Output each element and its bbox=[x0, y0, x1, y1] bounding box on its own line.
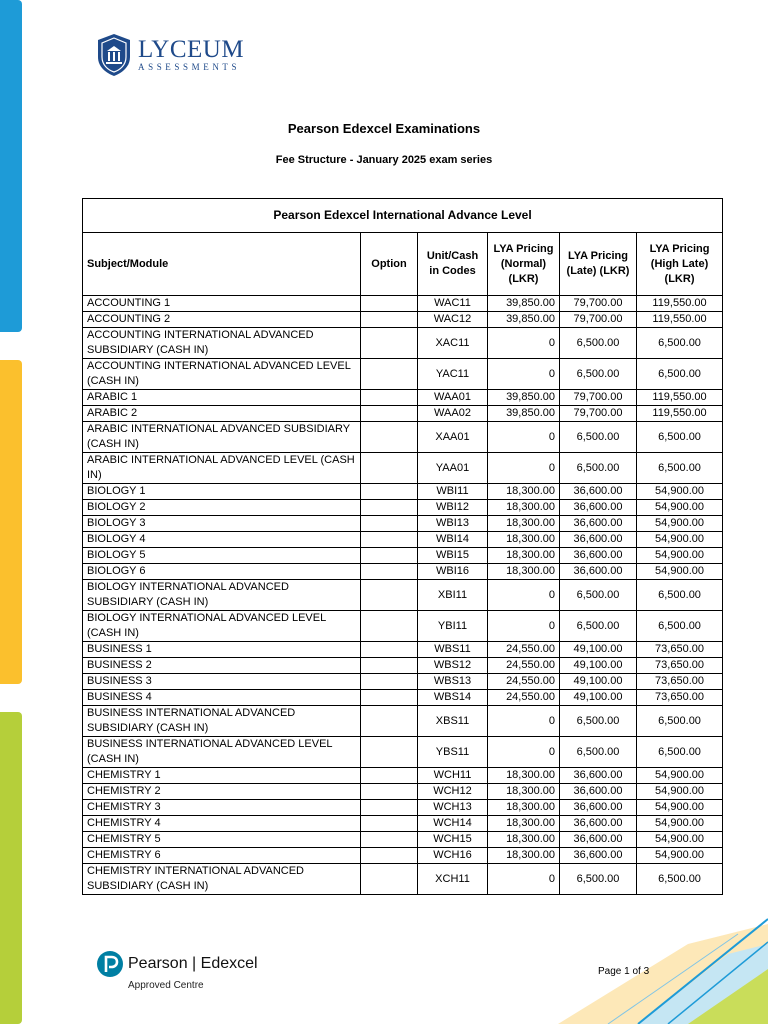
cell-high-late: 54,900.00 bbox=[637, 564, 723, 580]
cell-late: 49,100.00 bbox=[560, 690, 637, 706]
cell-option bbox=[361, 564, 418, 580]
cell-high-late: 6,500.00 bbox=[637, 453, 723, 484]
cell-code: WBS12 bbox=[418, 658, 488, 674]
cell-option bbox=[361, 390, 418, 406]
cell-option bbox=[361, 328, 418, 359]
table-row bbox=[83, 359, 723, 390]
table-row bbox=[83, 737, 723, 768]
cell-subject: CHEMISTRY 5 bbox=[83, 832, 361, 848]
cell-code: WAA01 bbox=[418, 390, 488, 406]
table-row bbox=[83, 642, 723, 658]
side-bar-green bbox=[0, 712, 22, 1024]
cell-subject: BIOLOGY 4 bbox=[83, 532, 361, 548]
cell-code: YBS11 bbox=[418, 737, 488, 768]
cell-subject: CHEMISTRY 3 bbox=[83, 800, 361, 816]
cell-late: 6,500.00 bbox=[560, 864, 637, 895]
cell-subject: BIOLOGY INTERNATIONAL ADVANCED SUBSIDIARY (CASH IN) bbox=[83, 580, 361, 611]
table-row bbox=[83, 312, 723, 328]
table-row bbox=[83, 674, 723, 690]
cell-late: 6,500.00 bbox=[560, 359, 637, 390]
table-row bbox=[83, 500, 723, 516]
cell-option bbox=[361, 359, 418, 390]
cell-late: 36,600.00 bbox=[560, 784, 637, 800]
logo-name: LYCEUM bbox=[138, 36, 245, 63]
cell-code: YBI11 bbox=[418, 611, 488, 642]
cell-normal: 18,300.00 bbox=[488, 500, 560, 516]
header-normal: LYA Pricing (Normal) (LKR) bbox=[488, 233, 560, 296]
cell-late: 6,500.00 bbox=[560, 580, 637, 611]
cell-option bbox=[361, 784, 418, 800]
cell-normal: 18,300.00 bbox=[488, 848, 560, 864]
cell-subject: ACCOUNTING INTERNATIONAL ADVANCED LEVEL (CASH IN) bbox=[83, 359, 361, 390]
header-late: LYA Pricing (Late) (LKR) bbox=[560, 233, 637, 296]
cell-code: WBI16 bbox=[418, 564, 488, 580]
cell-late: 49,100.00 bbox=[560, 658, 637, 674]
cell-late: 79,700.00 bbox=[560, 312, 637, 328]
header-code: Unit/Cash in Codes bbox=[418, 233, 488, 296]
cell-normal: 39,850.00 bbox=[488, 390, 560, 406]
cell-subject: BUSINESS 4 bbox=[83, 690, 361, 706]
cell-normal: 18,300.00 bbox=[488, 800, 560, 816]
cell-subject: BUSINESS 2 bbox=[83, 658, 361, 674]
cell-code: XBI11 bbox=[418, 580, 488, 611]
cell-late: 36,600.00 bbox=[560, 516, 637, 532]
cell-option bbox=[361, 296, 418, 312]
cell-code: WBI15 bbox=[418, 548, 488, 564]
cell-code: WBI14 bbox=[418, 532, 488, 548]
pearson-icon bbox=[97, 951, 123, 977]
cell-late: 36,600.00 bbox=[560, 484, 637, 500]
cell-late: 6,500.00 bbox=[560, 453, 637, 484]
cell-option bbox=[361, 674, 418, 690]
cell-subject: CHEMISTRY 2 bbox=[83, 784, 361, 800]
shield-icon bbox=[96, 33, 132, 77]
cell-late: 79,700.00 bbox=[560, 406, 637, 422]
cell-normal: 18,300.00 bbox=[488, 532, 560, 548]
cell-option bbox=[361, 422, 418, 453]
cell-high-late: 73,650.00 bbox=[637, 674, 723, 690]
table-row bbox=[83, 516, 723, 532]
document-subtitle: Fee Structure - January 2025 exam series bbox=[275, 154, 493, 166]
cell-subject: ARABIC 1 bbox=[83, 390, 361, 406]
cell-high-late: 6,500.00 bbox=[637, 864, 723, 895]
logo-tagline: ASSESSMENTS bbox=[138, 62, 241, 72]
table-row bbox=[83, 832, 723, 848]
cell-normal: 0 bbox=[488, 706, 560, 737]
cell-high-late: 54,900.00 bbox=[637, 848, 723, 864]
cell-subject: ACCOUNTING 1 bbox=[83, 296, 361, 312]
cell-normal: 24,550.00 bbox=[488, 674, 560, 690]
cell-high-late: 54,900.00 bbox=[637, 516, 723, 532]
cell-option bbox=[361, 737, 418, 768]
cell-option bbox=[361, 768, 418, 784]
cell-high-late: 54,900.00 bbox=[637, 832, 723, 848]
pearson-logo bbox=[97, 951, 258, 977]
cell-option bbox=[361, 864, 418, 895]
side-bar-blue bbox=[0, 0, 22, 332]
cell-normal: 18,300.00 bbox=[488, 484, 560, 500]
cell-normal: 0 bbox=[488, 422, 560, 453]
fee-rows bbox=[83, 296, 723, 895]
cell-late: 36,600.00 bbox=[560, 548, 637, 564]
table-row bbox=[83, 768, 723, 784]
cell-option bbox=[361, 580, 418, 611]
cell-code: WAA02 bbox=[418, 406, 488, 422]
cell-subject: CHEMISTRY 6 bbox=[83, 848, 361, 864]
cell-late: 36,600.00 bbox=[560, 800, 637, 816]
cell-subject: BUSINESS 1 bbox=[83, 642, 361, 658]
cell-subject: CHEMISTRY 1 bbox=[83, 768, 361, 784]
table-row bbox=[83, 800, 723, 816]
cell-normal: 18,300.00 bbox=[488, 564, 560, 580]
cell-subject: BIOLOGY 2 bbox=[83, 500, 361, 516]
cell-high-late: 54,900.00 bbox=[637, 500, 723, 516]
cell-subject: BUSINESS INTERNATIONAL ADVANCED SUBSIDIARY (CASH IN) bbox=[83, 706, 361, 737]
cell-late: 79,700.00 bbox=[560, 296, 637, 312]
cell-high-late: 54,900.00 bbox=[637, 548, 723, 564]
cell-high-late: 54,900.00 bbox=[637, 768, 723, 784]
cell-high-late: 119,550.00 bbox=[637, 296, 723, 312]
cell-late: 36,600.00 bbox=[560, 832, 637, 848]
cell-normal: 18,300.00 bbox=[488, 816, 560, 832]
cell-normal: 0 bbox=[488, 359, 560, 390]
header-subject: Subject/Module bbox=[83, 233, 361, 296]
cell-code: WBS14 bbox=[418, 690, 488, 706]
table-row bbox=[83, 422, 723, 453]
cell-code: WCH13 bbox=[418, 800, 488, 816]
cell-option bbox=[361, 516, 418, 532]
cell-late: 36,600.00 bbox=[560, 768, 637, 784]
cell-late: 36,600.00 bbox=[560, 564, 637, 580]
table-row bbox=[83, 864, 723, 895]
cell-high-late: 73,650.00 bbox=[637, 642, 723, 658]
table-row bbox=[83, 848, 723, 864]
cell-subject: BIOLOGY 1 bbox=[83, 484, 361, 500]
cell-high-late: 6,500.00 bbox=[637, 422, 723, 453]
cell-late: 6,500.00 bbox=[560, 328, 637, 359]
cell-subject: ARABIC INTERNATIONAL ADVANCED LEVEL (CASH IN) bbox=[83, 453, 361, 484]
cell-high-late: 54,900.00 bbox=[637, 816, 723, 832]
cell-subject: BUSINESS INTERNATIONAL ADVANCED LEVEL (CASH IN) bbox=[83, 737, 361, 768]
cell-subject: CHEMISTRY INTERNATIONAL ADVANCED SUBSIDIARY (CASH IN) bbox=[83, 864, 361, 895]
cell-normal: 39,850.00 bbox=[488, 406, 560, 422]
cell-subject: ARABIC 2 bbox=[83, 406, 361, 422]
lyceum-logo bbox=[96, 33, 244, 77]
table-row bbox=[83, 816, 723, 832]
cell-code: XAC11 bbox=[418, 328, 488, 359]
cell-high-late: 54,900.00 bbox=[637, 800, 723, 816]
cell-subject: BIOLOGY 6 bbox=[83, 564, 361, 580]
cell-normal: 0 bbox=[488, 611, 560, 642]
cell-late: 6,500.00 bbox=[560, 422, 637, 453]
cell-normal: 18,300.00 bbox=[488, 516, 560, 532]
cell-normal: 24,550.00 bbox=[488, 690, 560, 706]
cell-late: 36,600.00 bbox=[560, 532, 637, 548]
cell-late: 36,600.00 bbox=[560, 500, 637, 516]
cell-subject: ACCOUNTING INTERNATIONAL ADVANCED SUBSIDIARY (CASH IN) bbox=[83, 328, 361, 359]
header-high-late: LYA Pricing (High Late) (LKR) bbox=[637, 233, 723, 296]
cell-late: 49,100.00 bbox=[560, 642, 637, 658]
cell-normal: 0 bbox=[488, 328, 560, 359]
cell-subject: BUSINESS 3 bbox=[83, 674, 361, 690]
table-row bbox=[83, 784, 723, 800]
cell-code: WBI13 bbox=[418, 516, 488, 532]
cell-code: WCH16 bbox=[418, 848, 488, 864]
cell-high-late: 119,550.00 bbox=[637, 312, 723, 328]
cell-option bbox=[361, 484, 418, 500]
cell-high-late: 119,550.00 bbox=[637, 406, 723, 422]
cell-option bbox=[361, 406, 418, 422]
cell-subject: BIOLOGY 5 bbox=[83, 548, 361, 564]
cell-code: WCH11 bbox=[418, 768, 488, 784]
cell-late: 6,500.00 bbox=[560, 737, 637, 768]
table-row bbox=[83, 564, 723, 580]
cell-option bbox=[361, 706, 418, 737]
cell-high-late: 6,500.00 bbox=[637, 328, 723, 359]
cell-late: 36,600.00 bbox=[560, 848, 637, 864]
cell-option bbox=[361, 611, 418, 642]
cell-code: WCH12 bbox=[418, 784, 488, 800]
approved-centre: Approved Centre bbox=[128, 980, 204, 991]
cell-high-late: 6,500.00 bbox=[637, 580, 723, 611]
cell-option bbox=[361, 312, 418, 328]
cell-code: WBS11 bbox=[418, 642, 488, 658]
cell-normal: 39,850.00 bbox=[488, 296, 560, 312]
cell-late: 49,100.00 bbox=[560, 674, 637, 690]
cell-normal: 39,850.00 bbox=[488, 312, 560, 328]
cell-normal: 0 bbox=[488, 864, 560, 895]
table-row bbox=[83, 406, 723, 422]
table-row bbox=[83, 611, 723, 642]
cell-code: XAA01 bbox=[418, 422, 488, 453]
cell-normal: 18,300.00 bbox=[488, 548, 560, 564]
cell-subject: ACCOUNTING 2 bbox=[83, 312, 361, 328]
cell-code: WAC12 bbox=[418, 312, 488, 328]
cell-option bbox=[361, 532, 418, 548]
cell-high-late: 54,900.00 bbox=[637, 532, 723, 548]
cell-code: WBS13 bbox=[418, 674, 488, 690]
table-row bbox=[83, 690, 723, 706]
fee-table bbox=[82, 198, 723, 895]
cell-late: 6,500.00 bbox=[560, 611, 637, 642]
cell-normal: 0 bbox=[488, 737, 560, 768]
cell-late: 36,600.00 bbox=[560, 816, 637, 832]
cell-normal: 18,300.00 bbox=[488, 768, 560, 784]
cell-option bbox=[361, 658, 418, 674]
cell-high-late: 54,900.00 bbox=[637, 484, 723, 500]
cell-option bbox=[361, 816, 418, 832]
cell-late: 79,700.00 bbox=[560, 390, 637, 406]
cell-subject: CHEMISTRY 4 bbox=[83, 816, 361, 832]
cell-normal: 24,550.00 bbox=[488, 642, 560, 658]
cell-high-late: 73,650.00 bbox=[637, 658, 723, 674]
cell-high-late: 6,500.00 bbox=[637, 359, 723, 390]
cell-high-late: 6,500.00 bbox=[637, 706, 723, 737]
table-row bbox=[83, 484, 723, 500]
cell-subject: ARABIC INTERNATIONAL ADVANCED SUBSIDIARY (CASH IN) bbox=[83, 422, 361, 453]
cell-option bbox=[361, 848, 418, 864]
cell-high-late: 73,650.00 bbox=[637, 690, 723, 706]
cell-code: WAC11 bbox=[418, 296, 488, 312]
cell-high-late: 119,550.00 bbox=[637, 390, 723, 406]
cell-late: 6,500.00 bbox=[560, 706, 637, 737]
cell-option bbox=[361, 548, 418, 564]
table-caption: Pearson Edexcel International Advance Level bbox=[83, 199, 723, 233]
header-option: Option bbox=[361, 233, 418, 296]
table-row bbox=[83, 453, 723, 484]
cell-high-late: 6,500.00 bbox=[637, 611, 723, 642]
cell-subject: BIOLOGY 3 bbox=[83, 516, 361, 532]
header-row bbox=[83, 233, 723, 296]
table-row bbox=[83, 548, 723, 564]
cell-code: WBI11 bbox=[418, 484, 488, 500]
cell-high-late: 54,900.00 bbox=[637, 784, 723, 800]
cell-code: YAA01 bbox=[418, 453, 488, 484]
cell-code: XBS11 bbox=[418, 706, 488, 737]
table-row bbox=[83, 328, 723, 359]
table-row bbox=[83, 658, 723, 674]
cell-normal: 24,550.00 bbox=[488, 658, 560, 674]
cell-high-late: 6,500.00 bbox=[637, 737, 723, 768]
cell-option bbox=[361, 690, 418, 706]
table-row bbox=[83, 390, 723, 406]
cell-option bbox=[361, 642, 418, 658]
cell-option bbox=[361, 800, 418, 816]
document-title: Pearson Edexcel Examinations bbox=[287, 121, 481, 136]
table-row bbox=[83, 296, 723, 312]
page-number: Page 1 of 3 bbox=[598, 966, 650, 977]
cell-subject: BIOLOGY INTERNATIONAL ADVANCED LEVEL (CASH IN) bbox=[83, 611, 361, 642]
cell-normal: 0 bbox=[488, 580, 560, 611]
cell-normal: 0 bbox=[488, 453, 560, 484]
cell-option bbox=[361, 832, 418, 848]
cell-option bbox=[361, 453, 418, 484]
cell-code: XCH11 bbox=[418, 864, 488, 895]
cell-normal: 18,300.00 bbox=[488, 832, 560, 848]
table-row bbox=[83, 532, 723, 548]
cell-code: WCH14 bbox=[418, 816, 488, 832]
pearson-brand: Pearson | Edexcel bbox=[128, 955, 258, 972]
cell-code: WCH15 bbox=[418, 832, 488, 848]
cell-code: WBI12 bbox=[418, 500, 488, 516]
cell-normal: 18,300.00 bbox=[488, 784, 560, 800]
cell-code: YAC11 bbox=[418, 359, 488, 390]
table-row bbox=[83, 580, 723, 611]
table-row bbox=[83, 706, 723, 737]
cell-option bbox=[361, 500, 418, 516]
side-bar-yellow bbox=[0, 360, 22, 684]
